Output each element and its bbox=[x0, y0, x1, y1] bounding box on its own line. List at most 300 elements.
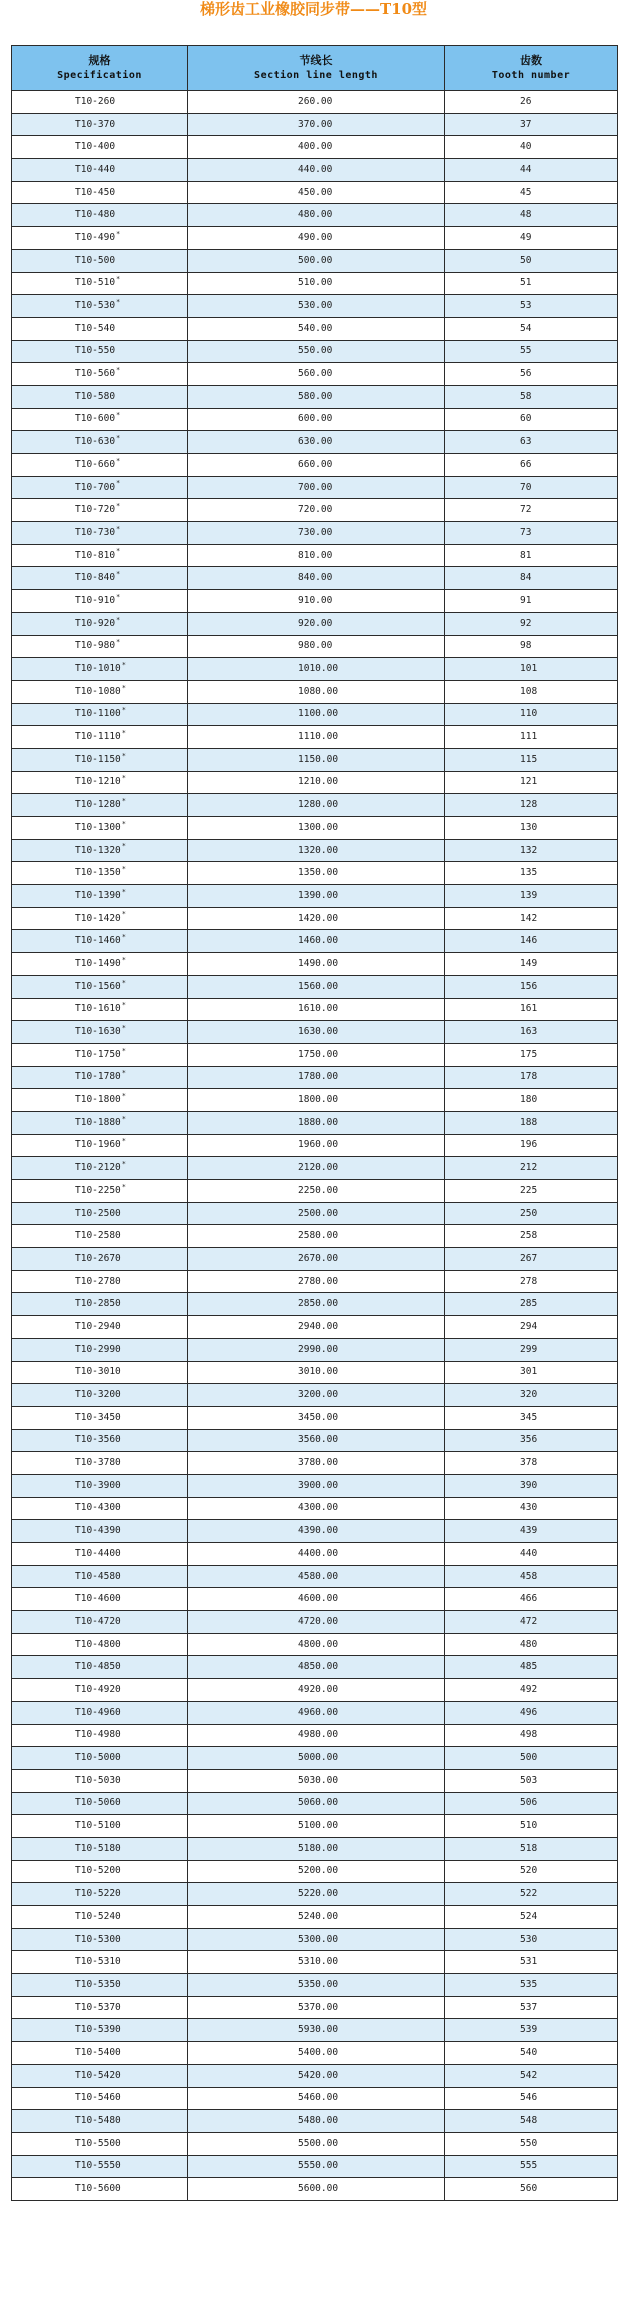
spec-cell bbox=[12, 1701, 188, 1724]
spec-cell bbox=[12, 1928, 188, 1951]
teeth-cell: 139 bbox=[445, 885, 618, 908]
spec-value: T10-4600 bbox=[75, 1593, 121, 1605]
spec-value: T10-560 bbox=[75, 368, 116, 380]
spec-value: T10-5300 bbox=[75, 1933, 121, 1945]
spec-mark: * bbox=[116, 502, 121, 511]
length-cell: 5400.00 bbox=[188, 2042, 445, 2065]
length-cell: 1880.00 bbox=[188, 1111, 445, 1134]
table-row bbox=[12, 1225, 618, 1248]
table-row bbox=[12, 1089, 618, 1112]
spec-cell bbox=[12, 181, 188, 204]
teeth-cell: 70 bbox=[445, 476, 618, 499]
spec-value: T10-2500 bbox=[75, 1207, 121, 1219]
length-cell: 480.00 bbox=[188, 204, 445, 227]
spec-value: T10-1750 bbox=[75, 1048, 121, 1060]
spec-cell bbox=[12, 1656, 188, 1679]
length-cell: 260.00 bbox=[188, 91, 445, 114]
spec-cell bbox=[12, 1543, 188, 1566]
length-cell: 1750.00 bbox=[188, 1043, 445, 1066]
teeth-cell: 49 bbox=[445, 227, 618, 250]
length-cell: 2500.00 bbox=[188, 1202, 445, 1225]
teeth-cell: 356 bbox=[445, 1429, 618, 1452]
spec-cell bbox=[12, 113, 188, 136]
length-cell: 2580.00 bbox=[188, 1225, 445, 1248]
spec-cell bbox=[12, 1883, 188, 1906]
teeth-cell: 73 bbox=[445, 522, 618, 545]
table-row bbox=[12, 1157, 618, 1180]
spec-cell bbox=[12, 567, 188, 590]
table-row bbox=[12, 635, 618, 658]
length-cell: 4400.00 bbox=[188, 1543, 445, 1566]
spec-value: T10-3560 bbox=[75, 1434, 121, 1446]
length-cell: 3200.00 bbox=[188, 1384, 445, 1407]
length-cell: 5180.00 bbox=[188, 1837, 445, 1860]
spec-value: T10-3010 bbox=[75, 1366, 121, 1378]
length-cell: 450.00 bbox=[188, 181, 445, 204]
spec-mark: * bbox=[121, 797, 126, 805]
spec-cell bbox=[12, 544, 188, 567]
teeth-cell: 188 bbox=[445, 1111, 618, 1134]
spec-cell bbox=[12, 1996, 188, 2019]
spec-mark: * bbox=[116, 615, 121, 624]
teeth-cell: 548 bbox=[445, 2110, 618, 2133]
spec-cell bbox=[12, 317, 188, 340]
spec-cell bbox=[12, 1792, 188, 1815]
teeth-cell: 37 bbox=[445, 113, 618, 136]
spec-value: T10-5480 bbox=[75, 2115, 121, 2127]
length-cell: 1280.00 bbox=[188, 794, 445, 817]
teeth-cell: 108 bbox=[445, 680, 618, 703]
spec-value: T10-1010 bbox=[75, 663, 121, 675]
teeth-cell: 524 bbox=[445, 1906, 618, 1929]
spec-mark: * bbox=[121, 751, 126, 760]
teeth-cell: 250 bbox=[445, 1202, 618, 1225]
spec-cell bbox=[12, 340, 188, 363]
teeth-cell: 278 bbox=[445, 1270, 618, 1293]
table-row bbox=[12, 385, 618, 408]
table-row bbox=[12, 249, 618, 272]
table-row bbox=[12, 317, 618, 340]
spec-value: T10-490 bbox=[75, 231, 116, 243]
table-row bbox=[12, 1134, 618, 1157]
spec-value: T10-1280 bbox=[75, 799, 121, 811]
spec-value: T10-5200 bbox=[75, 1865, 121, 1877]
length-cell: 510.00 bbox=[188, 272, 445, 295]
table-row bbox=[12, 1066, 618, 1089]
spec-value: T10-4800 bbox=[75, 1638, 121, 1650]
table-row bbox=[12, 544, 618, 567]
teeth-cell: 267 bbox=[445, 1248, 618, 1271]
table-row bbox=[12, 227, 618, 250]
length-cell: 4960.00 bbox=[188, 1701, 445, 1724]
spec-mark: * bbox=[116, 411, 121, 420]
spec-mark: * bbox=[121, 728, 126, 737]
teeth-cell: 48 bbox=[445, 204, 618, 227]
table-row bbox=[12, 408, 618, 431]
table-row bbox=[12, 1860, 618, 1883]
teeth-cell: 560 bbox=[445, 2178, 618, 2201]
spec-value: T10-2670 bbox=[75, 1252, 121, 1264]
spec-cell bbox=[12, 1270, 188, 1293]
spec-mark: * bbox=[121, 978, 126, 987]
length-cell: 2990.00 bbox=[188, 1338, 445, 1361]
spec-value: T10-550 bbox=[75, 345, 116, 357]
spec-cell bbox=[12, 1316, 188, 1339]
table-row bbox=[12, 1497, 618, 1520]
spec-cell bbox=[12, 839, 188, 862]
teeth-cell: 135 bbox=[445, 862, 618, 885]
spec-cell bbox=[12, 2178, 188, 2201]
spec-cell bbox=[12, 2087, 188, 2110]
teeth-cell: 55 bbox=[445, 340, 618, 363]
table-row bbox=[12, 1928, 618, 1951]
length-cell: 4800.00 bbox=[188, 1633, 445, 1656]
length-cell: 700.00 bbox=[188, 476, 445, 499]
table-row bbox=[12, 204, 618, 227]
table-row bbox=[12, 2019, 618, 2042]
spec-cell bbox=[12, 227, 188, 250]
spec-mark: * bbox=[121, 1069, 126, 1078]
spec-mark: * bbox=[121, 1023, 126, 1032]
table-row bbox=[12, 2064, 618, 2087]
spec-mark: * bbox=[116, 456, 121, 465]
spec-cell bbox=[12, 635, 188, 658]
teeth-cell: 378 bbox=[445, 1452, 618, 1475]
spec-cell bbox=[12, 658, 188, 681]
spec-value: T10-660 bbox=[75, 458, 116, 470]
length-cell: 4580.00 bbox=[188, 1565, 445, 1588]
spec-value: T10-700 bbox=[75, 481, 116, 493]
teeth-cell: 115 bbox=[445, 748, 618, 771]
teeth-cell: 439 bbox=[445, 1520, 618, 1543]
spec-cell bbox=[12, 1248, 188, 1271]
teeth-cell: 535 bbox=[445, 1974, 618, 1997]
spec-cell bbox=[12, 408, 188, 431]
spec-cell bbox=[12, 1066, 188, 1089]
table-row bbox=[12, 1270, 618, 1293]
spec-cell bbox=[12, 91, 188, 114]
spec-value: T10-580 bbox=[75, 390, 116, 402]
spec-cell bbox=[12, 1157, 188, 1180]
length-cell: 5500.00 bbox=[188, 2132, 445, 2155]
spec-cell bbox=[12, 431, 188, 454]
table-row bbox=[12, 1951, 618, 1974]
length-cell: 5200.00 bbox=[188, 1860, 445, 1883]
spec-value: T10-630 bbox=[75, 436, 116, 448]
spec-cell bbox=[12, 975, 188, 998]
spec-value: T10-1880 bbox=[75, 1116, 121, 1128]
teeth-cell: 539 bbox=[445, 2019, 618, 2042]
table-row bbox=[12, 703, 618, 726]
table-row bbox=[12, 612, 618, 635]
spec-value: T10-3200 bbox=[75, 1389, 121, 1401]
teeth-cell: 466 bbox=[445, 1588, 618, 1611]
table-row bbox=[12, 1452, 618, 1475]
spec-value: T10-4850 bbox=[75, 1661, 121, 1673]
spec-value: T10-720 bbox=[75, 504, 116, 516]
spec-mark: * bbox=[116, 229, 121, 238]
spec-cell bbox=[12, 295, 188, 318]
teeth-cell: 111 bbox=[445, 726, 618, 749]
spec-value: T10-1390 bbox=[75, 889, 121, 901]
teeth-cell: 110 bbox=[445, 703, 618, 726]
spec-cell bbox=[12, 862, 188, 885]
table-row bbox=[12, 1837, 618, 1860]
table-row bbox=[12, 1180, 618, 1203]
length-cell: 1490.00 bbox=[188, 953, 445, 976]
spec-value: T10-1490 bbox=[75, 957, 121, 969]
teeth-cell: 522 bbox=[445, 1883, 618, 1906]
spec-value: T10-1210 bbox=[75, 776, 121, 788]
table-row bbox=[12, 1384, 618, 1407]
table-row bbox=[12, 726, 618, 749]
table-row bbox=[12, 1679, 618, 1702]
length-cell: 1080.00 bbox=[188, 680, 445, 703]
table-row bbox=[12, 1361, 618, 1384]
spec-cell bbox=[12, 1497, 188, 1520]
table-row bbox=[12, 340, 618, 363]
spec-cell bbox=[12, 1429, 188, 1452]
length-cell: 5550.00 bbox=[188, 2155, 445, 2178]
spec-value: T10-2850 bbox=[75, 1298, 121, 1310]
spec-mark: * bbox=[121, 1182, 126, 1191]
teeth-cell: 40 bbox=[445, 136, 618, 159]
table-row bbox=[12, 885, 618, 908]
table-row bbox=[12, 2132, 618, 2155]
spec-value: T10-5100 bbox=[75, 1820, 121, 1832]
spec-value: T10-500 bbox=[75, 254, 116, 266]
spec-cell bbox=[12, 817, 188, 840]
length-cell: 1300.00 bbox=[188, 817, 445, 840]
spec-cell bbox=[12, 726, 188, 749]
spec-mark: * bbox=[121, 1001, 126, 1010]
length-cell: 660.00 bbox=[188, 454, 445, 477]
spec-mark: * bbox=[121, 887, 126, 896]
spec-value: T10-3780 bbox=[75, 1457, 121, 1469]
table-row bbox=[12, 1565, 618, 1588]
header-tooth-number bbox=[445, 46, 618, 91]
teeth-cell: 161 bbox=[445, 998, 618, 1021]
length-cell: 1100.00 bbox=[188, 703, 445, 726]
length-cell: 2940.00 bbox=[188, 1316, 445, 1339]
spec-cell bbox=[12, 272, 188, 295]
spec-cell bbox=[12, 998, 188, 1021]
spec-value: T10-1960 bbox=[75, 1139, 121, 1151]
teeth-cell: 163 bbox=[445, 1021, 618, 1044]
length-cell: 4850.00 bbox=[188, 1656, 445, 1679]
header-teeth-en: Tooth number bbox=[491, 70, 571, 81]
teeth-cell: 485 bbox=[445, 1656, 618, 1679]
spec-cell bbox=[12, 2110, 188, 2133]
spec-value: T10-1780 bbox=[75, 1071, 121, 1083]
length-cell: 630.00 bbox=[188, 431, 445, 454]
spec-value: T10-1560 bbox=[75, 980, 121, 992]
spec-cell bbox=[12, 885, 188, 908]
table-row bbox=[12, 499, 618, 522]
spec-cell bbox=[12, 771, 188, 794]
table-row bbox=[12, 953, 618, 976]
length-cell: 1800.00 bbox=[188, 1089, 445, 1112]
table-row bbox=[12, 590, 618, 613]
table-row bbox=[12, 476, 618, 499]
spec-value: T10-540 bbox=[75, 322, 116, 334]
teeth-cell: 440 bbox=[445, 1543, 618, 1566]
spec-value: T10-1630 bbox=[75, 1026, 121, 1038]
spec-cell bbox=[12, 159, 188, 182]
spec-cell bbox=[12, 1111, 188, 1134]
length-cell: 5310.00 bbox=[188, 1951, 445, 1974]
spec-value: T10-5600 bbox=[75, 2183, 121, 2195]
length-cell: 4920.00 bbox=[188, 1679, 445, 1702]
spec-value: T10-2120 bbox=[75, 1162, 121, 1174]
spec-cell bbox=[12, 2019, 188, 2042]
table-row bbox=[12, 1996, 618, 2019]
table-row bbox=[12, 295, 618, 318]
spec-cell bbox=[12, 794, 188, 817]
spec-value: T10-840 bbox=[75, 572, 116, 584]
spec-value: T10-4390 bbox=[75, 1525, 121, 1537]
spec-cell bbox=[12, 590, 188, 613]
teeth-cell: 60 bbox=[445, 408, 618, 431]
spec-cell bbox=[12, 1180, 188, 1203]
spec-value: T10-4980 bbox=[75, 1729, 121, 1741]
table-row bbox=[12, 159, 618, 182]
spec-value: T10-4300 bbox=[75, 1502, 121, 1514]
table-row bbox=[12, 1338, 618, 1361]
teeth-cell: 530 bbox=[445, 1928, 618, 1951]
length-cell: 580.00 bbox=[188, 385, 445, 408]
spec-value: T10-1460 bbox=[75, 935, 121, 947]
teeth-cell: 51 bbox=[445, 272, 618, 295]
spec-value: T10-5500 bbox=[75, 2137, 121, 2149]
length-cell: 3010.00 bbox=[188, 1361, 445, 1384]
teeth-cell: 492 bbox=[445, 1679, 618, 1702]
spec-value: T10-5060 bbox=[75, 1797, 121, 1809]
spec-value: T10-4720 bbox=[75, 1615, 121, 1627]
table-row bbox=[12, 2042, 618, 2065]
spec-mark: * bbox=[116, 638, 121, 647]
spec-value: T10-400 bbox=[75, 141, 116, 153]
length-cell: 3780.00 bbox=[188, 1452, 445, 1475]
spec-value: T10-3450 bbox=[75, 1411, 121, 1423]
spec-mark: * bbox=[121, 1160, 126, 1168]
table-header bbox=[12, 46, 618, 91]
spec-cell bbox=[12, 385, 188, 408]
spec-cell bbox=[12, 476, 188, 499]
table-row bbox=[12, 91, 618, 114]
length-cell: 5460.00 bbox=[188, 2087, 445, 2110]
spec-cell bbox=[12, 1406, 188, 1429]
spec-mark: * bbox=[121, 933, 126, 942]
spec-cell bbox=[12, 522, 188, 545]
teeth-cell: 472 bbox=[445, 1611, 618, 1634]
spec-value: T10-2990 bbox=[75, 1343, 121, 1355]
table-row bbox=[12, 1293, 618, 1316]
spec-mark: * bbox=[121, 865, 126, 874]
length-cell: 1010.00 bbox=[188, 658, 445, 681]
length-cell: 5350.00 bbox=[188, 1974, 445, 1997]
table-row bbox=[12, 1202, 618, 1225]
spec-cell bbox=[12, 680, 188, 703]
length-cell: 1560.00 bbox=[188, 975, 445, 998]
length-cell: 920.00 bbox=[188, 612, 445, 635]
teeth-cell: 196 bbox=[445, 1134, 618, 1157]
teeth-cell: 496 bbox=[445, 1701, 618, 1724]
length-cell: 730.00 bbox=[188, 522, 445, 545]
length-cell: 840.00 bbox=[188, 567, 445, 590]
teeth-cell: 518 bbox=[445, 1837, 618, 1860]
spec-cell bbox=[12, 1611, 188, 1634]
length-cell: 5030.00 bbox=[188, 1769, 445, 1792]
table-row bbox=[12, 1111, 618, 1134]
length-cell: 4390.00 bbox=[188, 1520, 445, 1543]
table-row bbox=[12, 181, 618, 204]
table-row bbox=[12, 1906, 618, 1929]
spec-cell bbox=[12, 1361, 188, 1384]
length-cell: 3560.00 bbox=[188, 1429, 445, 1452]
table-row bbox=[12, 748, 618, 771]
spec-value: T10-910 bbox=[75, 594, 116, 606]
spec-value: T10-2940 bbox=[75, 1320, 121, 1332]
spec-cell bbox=[12, 249, 188, 272]
table-row bbox=[12, 862, 618, 885]
teeth-cell: 72 bbox=[445, 499, 618, 522]
teeth-cell: 156 bbox=[445, 975, 618, 998]
spec-value: T10-1350 bbox=[75, 867, 121, 879]
length-cell: 4300.00 bbox=[188, 1497, 445, 1520]
spec-mark: * bbox=[121, 910, 126, 919]
length-cell: 2120.00 bbox=[188, 1157, 445, 1180]
table-row bbox=[12, 1429, 618, 1452]
length-cell: 5000.00 bbox=[188, 1747, 445, 1770]
spec-cell bbox=[12, 1906, 188, 1929]
spec-mark: * bbox=[121, 774, 126, 783]
teeth-cell: 458 bbox=[445, 1565, 618, 1588]
spec-cell bbox=[12, 1565, 188, 1588]
table-row bbox=[12, 113, 618, 136]
teeth-cell: 498 bbox=[445, 1724, 618, 1747]
spec-value: T10-600 bbox=[75, 413, 116, 425]
spec-cell bbox=[12, 2132, 188, 2155]
table-row bbox=[12, 1701, 618, 1724]
table-row bbox=[12, 2087, 618, 2110]
teeth-cell: 531 bbox=[445, 1951, 618, 1974]
spec-value: T10-4920 bbox=[75, 1683, 121, 1695]
table-row bbox=[12, 1883, 618, 1906]
spec-cell bbox=[12, 1225, 188, 1248]
spec-value: T10-5390 bbox=[75, 2024, 121, 2036]
spec-value: T10-2780 bbox=[75, 1275, 121, 1287]
spec-cell bbox=[12, 136, 188, 159]
spec-cell bbox=[12, 612, 188, 635]
table-row bbox=[12, 975, 618, 998]
spec-mark: * bbox=[116, 434, 121, 442]
length-cell: 1960.00 bbox=[188, 1134, 445, 1157]
header-len-cn: 节线长 bbox=[299, 54, 333, 67]
teeth-cell: 294 bbox=[445, 1316, 618, 1339]
spec-value: T10-920 bbox=[75, 617, 116, 629]
spec-mark: * bbox=[121, 819, 126, 828]
length-cell: 5480.00 bbox=[188, 2110, 445, 2133]
teeth-cell: 503 bbox=[445, 1769, 618, 1792]
spec-mark: * bbox=[121, 1114, 126, 1123]
teeth-cell: 178 bbox=[445, 1066, 618, 1089]
teeth-cell: 142 bbox=[445, 907, 618, 930]
table-row bbox=[12, 658, 618, 681]
length-cell: 720.00 bbox=[188, 499, 445, 522]
header-spec-cn: 规格 bbox=[88, 54, 111, 67]
spec-cell bbox=[12, 1043, 188, 1066]
